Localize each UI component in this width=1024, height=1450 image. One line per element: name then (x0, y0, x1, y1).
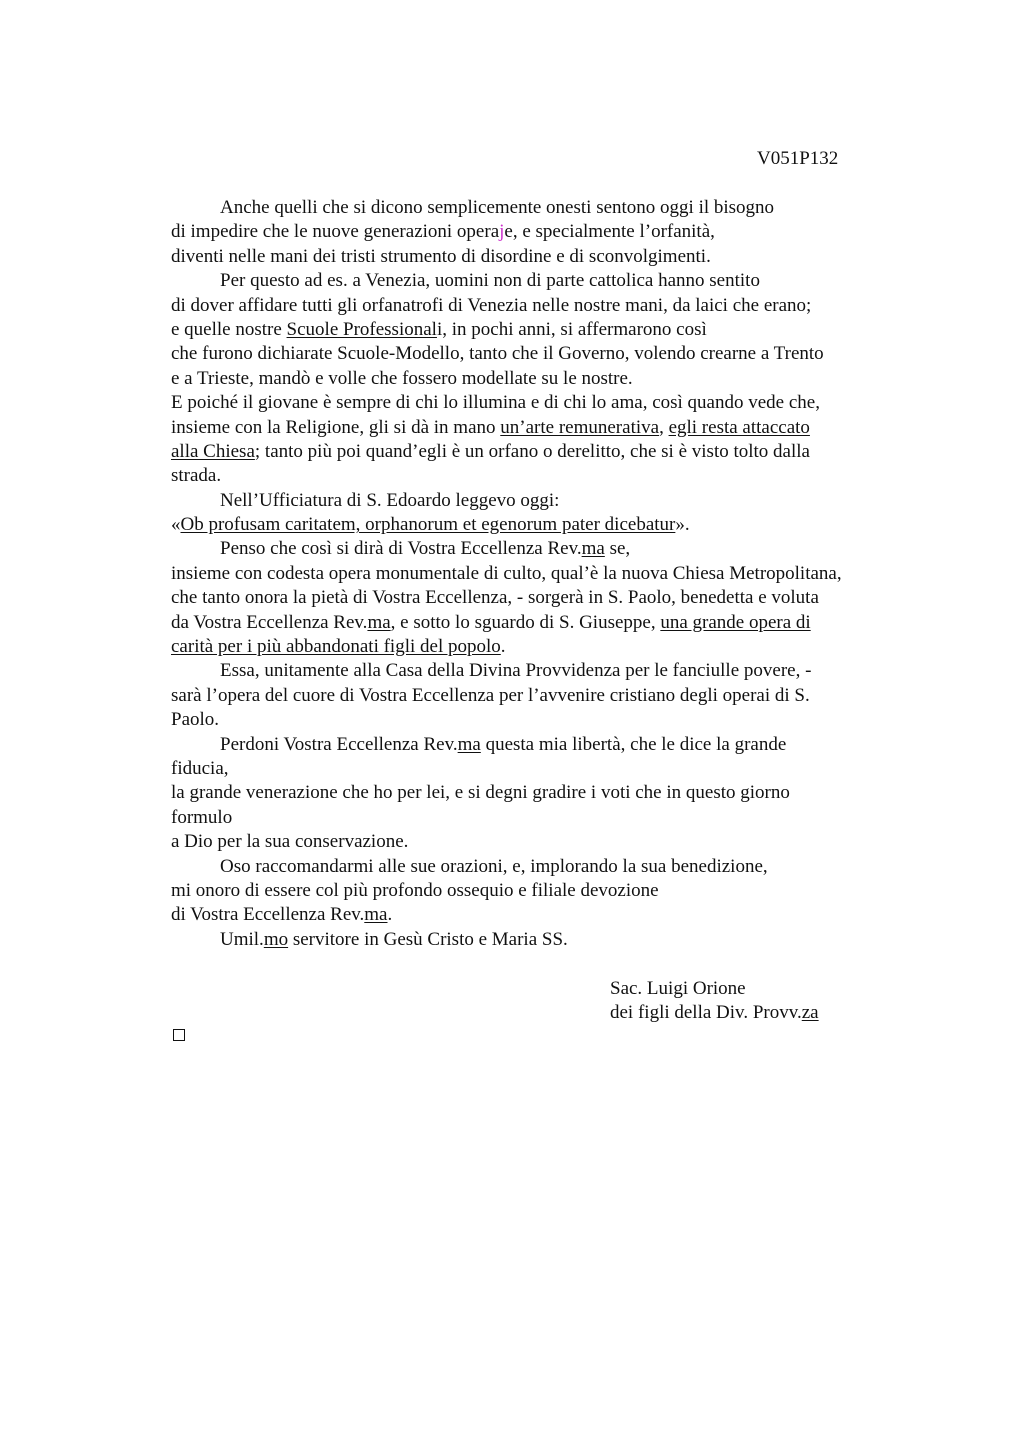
underlined-text: alla Chiesa (171, 440, 255, 462)
text-segment: di impedire che le nuove generazioni opera (171, 221, 500, 243)
underlined-text: Ob profusam caritatem, orphanorum et egenorum pater dicebatur (180, 514, 676, 536)
text-segment: e, e specialmente l’orfanità, (504, 221, 715, 243)
underlined-text: mo (263, 928, 289, 950)
text-segment: ; tanto più poi quand’egli è un orfano o derelitto, che si è visto tolto dalla (254, 440, 810, 462)
text-segment: e quelle nostre (171, 318, 287, 340)
paragraph-8 (171, 855, 911, 953)
text-segment: dei figli della Div. Provv. (610, 1001, 802, 1023)
underlined-text: ma (367, 611, 391, 633)
underlined-text: un’arte remunerativa (500, 416, 660, 438)
text-segment: « (171, 514, 181, 536)
underlined-text: egli resta attaccato (668, 416, 810, 438)
text-segment: questa mia libertà, che le dice la grande (480, 733, 787, 755)
page-reference-code: V051P132 (757, 148, 839, 169)
text-segment: , e sotto lo sguardo di S. Giuseppe, (390, 611, 661, 633)
text-line: la grande venerazione che ho per lei, e si degni gradire i voti che in questo giorno (171, 782, 790, 804)
underlined-text: ma (581, 538, 605, 560)
text-segment: insieme con la Religione, gli si dà in mano (171, 416, 501, 438)
text-line: mi onoro di essere col più profondo ossequio e filiale devozione (171, 879, 659, 901)
paragraph-7 (171, 733, 911, 855)
text-line: Oso raccomandarmi alle sue orazioni, e, implorando la sua benedizione, (220, 855, 768, 877)
signature-block (171, 977, 911, 1026)
text-line (171, 611, 911, 635)
text-segment: Penso che così si dirà di Vostra Eccellenza Rev. (220, 538, 582, 560)
text-line: insieme con codesta opera monumentale di culto, qual’è la nuova Chiesa Metropolitana, (171, 562, 842, 584)
text-segment: servitore in Gesù Cristo e Maria SS. (288, 928, 568, 950)
text-line: Nell’Ufficiatura di S. Edoardo leggevo oggi: (220, 489, 560, 511)
text-line: diventi nelle mani dei tristi strumento di disordine e di sconvolgimenti. (171, 245, 711, 267)
text-segment: . (387, 904, 393, 926)
text-line (171, 318, 911, 342)
empty-square-icon (173, 1029, 185, 1041)
text-segment: se, (604, 538, 631, 560)
text-segment: ». (675, 514, 690, 536)
text-line (171, 537, 911, 561)
text-line: Paolo. (171, 709, 220, 731)
underlined-text: Scuole Professional (286, 318, 437, 340)
underlined-text: carità per i più abbandonati figli del popolo (171, 636, 501, 658)
text-line: sarà l’opera del cuore di Vostra Eccellenza per l’avvenire cristiano degli operai di S. (171, 684, 810, 706)
text-line: Anche quelli che si dicono semplicemente onesti sentono oggi il bisogno (220, 197, 775, 218)
text-line: Essa, unitamente alla Casa della Divina Provvidenza per le fanciulle povere, - (220, 660, 812, 682)
text-line (171, 635, 911, 659)
text-segment: , (659, 416, 669, 438)
text-line (171, 903, 911, 927)
text-line (171, 416, 911, 440)
text-line: Per questo ad es. a Venezia, uomini non di parte cattolica hanno sentito (220, 270, 760, 292)
text-line: a Dio per la sua conservazione. (171, 831, 409, 853)
text-line: formulo (171, 806, 233, 828)
signature-name: Sac. Luigi Orione (610, 977, 746, 999)
text-segment: da Vostra Eccellenza Rev. (171, 611, 368, 633)
text-line: e a Trieste, mandò e volle che fossero modellate su le nostre. (171, 367, 633, 389)
text-segment: Perdoni Vostra Eccellenza Rev. (220, 733, 458, 755)
text-line: che furono dichiarate Scuole-Modello, tanto che il Governo, volendo crearne a Trento (171, 343, 824, 365)
text-line: fiducia, (171, 757, 229, 779)
text-line (171, 220, 911, 244)
underlined-text: za (801, 1001, 819, 1023)
signature-title (171, 1001, 911, 1025)
text-segment: di Vostra Eccellenza Rev. (171, 904, 365, 926)
text-line (171, 733, 911, 757)
text-line: E poiché il giovane è sempre di chi lo illumina e di chi lo ama, così quando vede che, (171, 392, 820, 414)
text-line: strada. (171, 465, 222, 487)
underlined-text: ma (364, 904, 388, 926)
text-line: di dover affidare tutti gli orfanatrofi di Venezia nelle nostre mani, da laici che erano; (171, 294, 812, 316)
text-line (171, 928, 911, 952)
paragraph-2 (171, 269, 911, 391)
text-line (171, 440, 911, 464)
letter-body (171, 196, 911, 1025)
text-segment: i, in pochi anni, si affermarono così (436, 318, 707, 340)
blank-line (171, 952, 911, 976)
paragraph-1 (171, 196, 911, 269)
text-line: che tanto onora la pietà di Vostra Eccellenza, - sorgerà in S. Paolo, benedetta e voluta (171, 587, 819, 609)
underlined-text: una grande opera di (660, 611, 811, 633)
highlighted-letter: j (499, 221, 505, 243)
paragraph-3 (171, 391, 911, 489)
text-segment: Umil. (220, 928, 264, 950)
underlined-text: ma (457, 733, 481, 755)
paragraph-6 (171, 659, 911, 732)
paragraph-4 (171, 489, 911, 538)
latin-quote-line (171, 513, 911, 537)
text-segment: . (500, 636, 506, 658)
paragraph-5 (171, 537, 911, 659)
